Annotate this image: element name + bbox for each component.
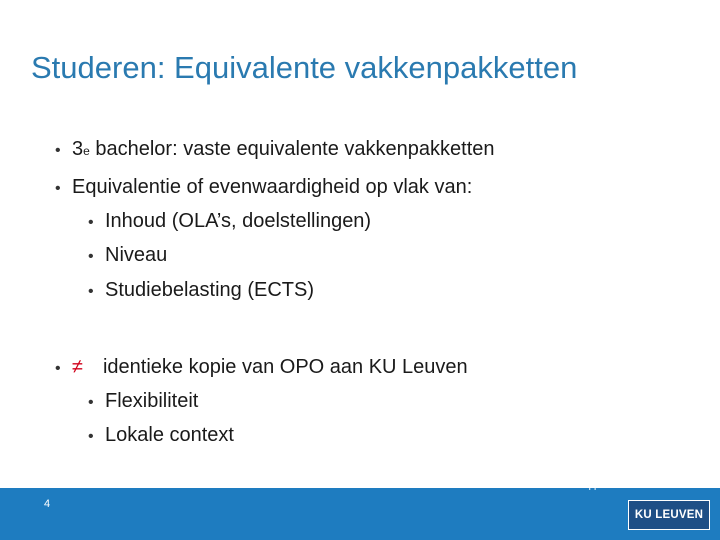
sub-bullet-item — [88, 279, 314, 302]
sub-bullet-item — [88, 244, 167, 267]
bullet-number: 3 — [72, 138, 84, 160]
bullet-text: identieke kopie van OPO aan KU Leuven — [102, 356, 468, 378]
sub-bullet-item — [88, 210, 371, 233]
bullet-text: Equivalentie of evenwaardigheid op vlak van: — [72, 176, 473, 198]
footer-bar — [0, 488, 720, 540]
bullet-item — [55, 176, 472, 199]
bullet-item: • 3 e bachelor: vaste equivalente vakkenpakketten — [55, 138, 495, 160]
bullet-dot-icon: • — [88, 428, 94, 445]
sub-bullet-item — [88, 424, 234, 447]
bullet-dot-icon: • — [88, 248, 94, 265]
sub-bullet-text: Lokale context — [105, 424, 234, 446]
sub-bullet-text: Studiebelasting (ECTS) — [105, 279, 314, 301]
bullet-dot-icon: • — [88, 214, 94, 231]
bullet-dot-icon: • — [55, 180, 61, 197]
bullet-item — [55, 356, 468, 379]
sub-bullet-text: Niveau — [105, 244, 168, 266]
sub-bullet-text: Flexibiliteit — [105, 390, 199, 412]
bullet-dot-icon: • — [55, 142, 61, 159]
bullet-text: bachelor: vaste equivalente vakkenpakketten — [89, 138, 495, 160]
slide-title: Studeren: Equivalente vakkenpakketten — [31, 50, 578, 85]
sub-bullet-text: Inhoud (OLA’s, doelstellingen) — [105, 210, 372, 232]
bullet-dot-icon: • — [55, 360, 61, 377]
logo-text: KU LEUVEN — [634, 509, 704, 521]
page-number: 4 — [44, 498, 51, 510]
ku-leuven-logo — [628, 500, 710, 530]
bullet-dot-icon: • — [88, 283, 94, 300]
sub-bullet-item — [88, 390, 198, 413]
faculty-name: Faculteit Wetenschappen — [502, 480, 611, 491]
not-equal-icon: ≠ — [72, 356, 83, 378]
bullet-dot-icon: • — [88, 394, 94, 411]
